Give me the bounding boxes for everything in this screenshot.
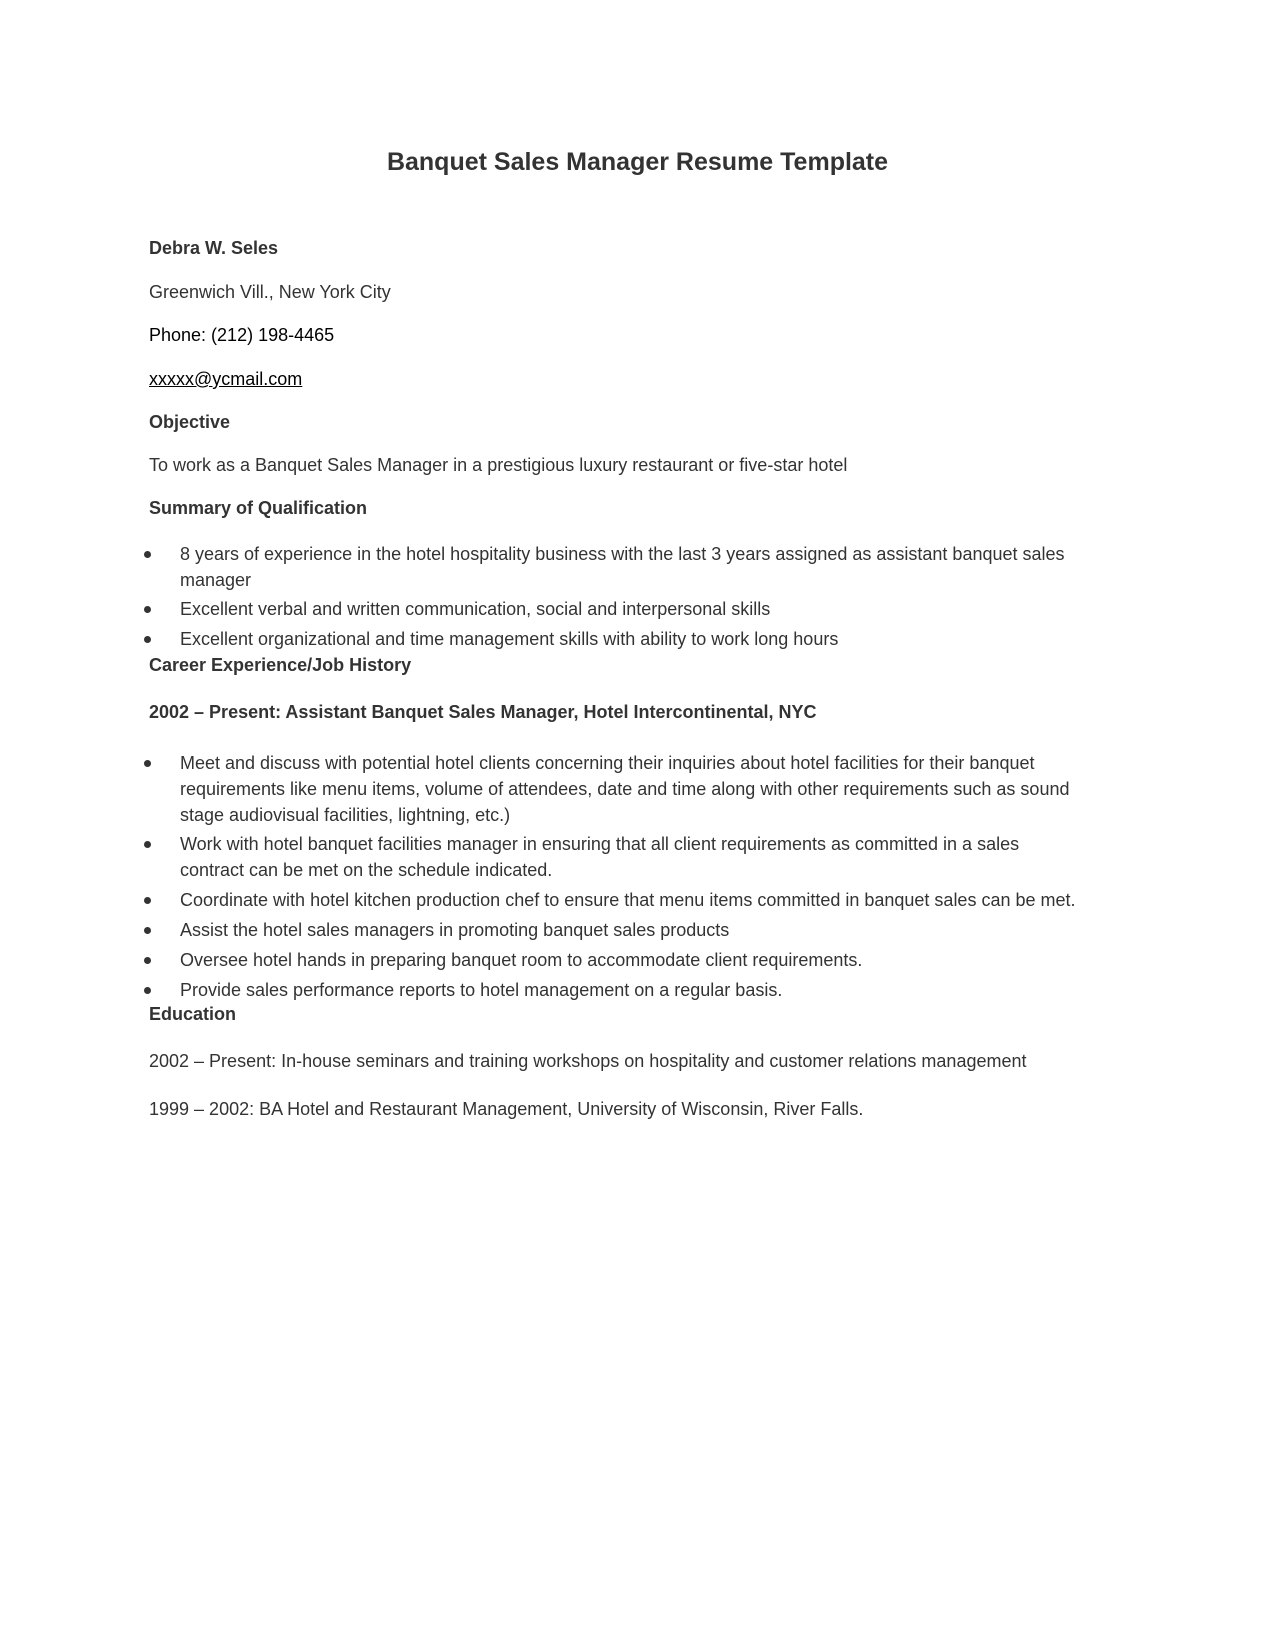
career-heading: Career Experience/Job History: [149, 655, 412, 675]
education-heading: Education: [149, 1004, 237, 1024]
document-title: Banquet Sales Manager Resume Template: [386, 148, 889, 176]
applicant-name: Debra W. Seles: [149, 238, 279, 258]
bullet-icon: [144, 636, 151, 643]
list-item: 8 years of experience in the hotel hospitality business with the last 3 years assigned as assistant banquet sales manager: [144, 541, 1124, 593]
bullet-icon: [144, 927, 151, 934]
list-item: Assist the hotel sales managers in promoting banquet sales products: [144, 917, 1084, 943]
applicant-email-link[interactable]: xxxxx@ycmail.com: [149, 369, 303, 389]
objective-heading: Objective: [149, 412, 231, 432]
objective-text: To work as a Banquet Sales Manager in a prestigious luxury restaurant or five-star hotel: [149, 455, 848, 475]
list-item: Work with hotel banquet facilities manager in ensuring that all client requirements as committed in a sales contract can be met on the schedule indicated.: [144, 831, 1084, 883]
applicant-phone: Phone: (212) 198-4465: [149, 325, 335, 345]
summary-list: [144, 541, 1124, 652]
list-item: Excellent verbal and written communication, social and interpersonal skills: [144, 596, 1124, 622]
job-title: 2002 – Present: Assistant Banquet Sales Manager, Hotel Intercontinental, NYC: [149, 702, 817, 722]
career-duties-list: [144, 750, 1084, 1003]
list-item: Oversee hotel hands in preparing banquet room to accommodate client requirements.: [144, 947, 1084, 973]
bullet-icon: [144, 760, 151, 767]
education-entry: 2002 – Present: In-house seminars and training workshops on hospitality and customer relations management: [149, 1051, 1027, 1071]
list-item: Provide sales performance reports to hotel management on a regular basis.: [144, 977, 1084, 1003]
list-item: Excellent organizational and time management skills with ability to work long hours: [144, 626, 1124, 652]
bullet-icon: [144, 957, 151, 964]
education-entry: 1999 – 2002: BA Hotel and Restaurant Management, University of Wisconsin, River Falls.: [149, 1099, 864, 1119]
bullet-icon: [144, 897, 151, 904]
applicant-address: Greenwich Vill., New York City: [149, 282, 391, 302]
bullet-icon: [144, 551, 151, 558]
list-item: Meet and discuss with potential hotel clients concerning their inquiries about hotel facilities for their banquet requirements like menu items, volume of attendees, date and time along with other requirements such as sound stage audiovisual facilities, lightning, etc.): [144, 750, 1084, 828]
bullet-icon: [144, 987, 151, 994]
summary-heading: Summary of Qualification: [149, 498, 368, 518]
bullet-icon: [144, 606, 151, 613]
bullet-icon: [144, 841, 151, 848]
list-item: Coordinate with hotel kitchen production chef to ensure that menu items committed in banquet sales can be met.: [144, 887, 1084, 913]
